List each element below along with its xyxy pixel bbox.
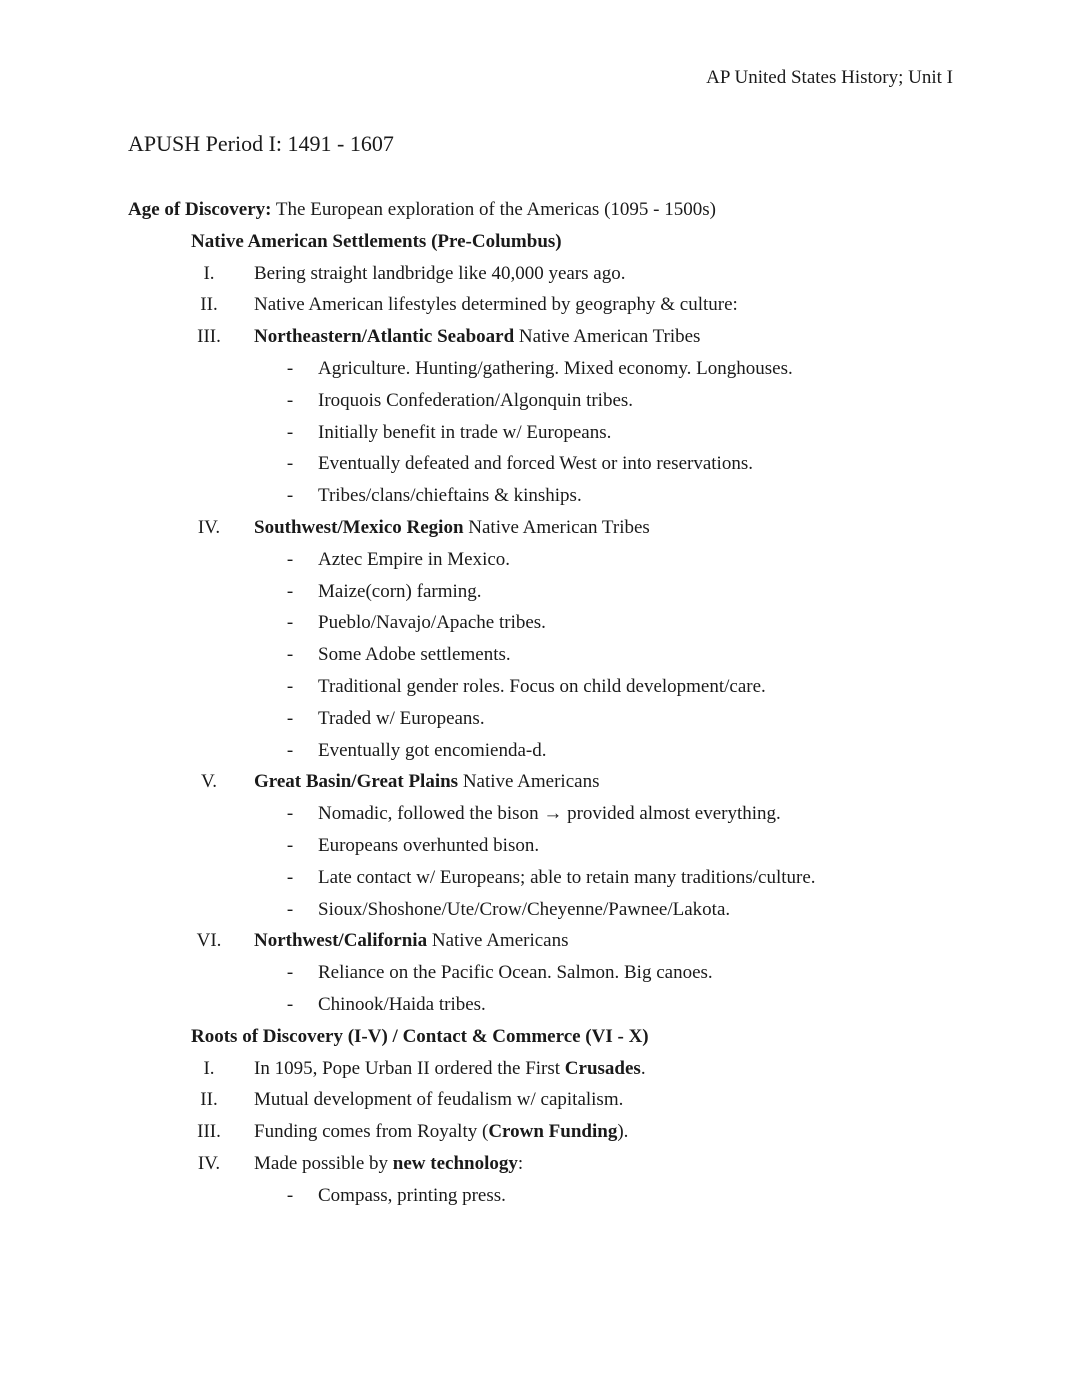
list-item xyxy=(128,321,958,353)
list-number: I. xyxy=(203,1057,215,1079)
bullet-item xyxy=(128,544,958,576)
list-item xyxy=(128,766,958,798)
notes-body xyxy=(128,194,958,1212)
bullet-item xyxy=(128,576,958,608)
list-number: V. xyxy=(200,771,218,793)
list-text xyxy=(254,1148,523,1180)
list-text xyxy=(254,925,569,957)
dash-bullet: - xyxy=(286,357,294,379)
bullet-text: Eventually got encomienda-d. xyxy=(318,739,547,761)
dash-bullet: - xyxy=(286,421,294,443)
bullet-item xyxy=(128,671,958,703)
bullet-item xyxy=(128,894,958,926)
dash-bullet: - xyxy=(286,993,294,1015)
bullet-item xyxy=(128,735,958,767)
bullet-item xyxy=(128,957,958,989)
key-term: Crown Funding xyxy=(488,1121,618,1143)
region-suffix: Native Americans xyxy=(427,930,569,952)
dash-bullet: - xyxy=(286,707,294,729)
region-suffix: Native American Tribes xyxy=(514,326,701,348)
list-text: Mutual development of feudalism w/ capitalism. xyxy=(254,1089,624,1111)
subsection-heading-native xyxy=(128,226,958,258)
section-heading-line xyxy=(128,194,958,226)
dash-bullet: - xyxy=(286,644,294,666)
dash-bullet: - xyxy=(286,803,294,825)
text-segment: : xyxy=(517,1152,524,1174)
bullet-text: Reliance on the Pacific Ocean. Salmon. Big canoes. xyxy=(318,962,713,984)
dash-bullet: - xyxy=(286,453,294,475)
list-number: IV. xyxy=(197,516,221,538)
text-segment: ). xyxy=(617,1121,629,1143)
list-number: I. xyxy=(203,262,215,284)
bullet-text: Maize(corn) farming. xyxy=(318,580,482,602)
bullet-text: Traded w/ Europeans. xyxy=(318,707,485,729)
dash-bullet: - xyxy=(286,834,294,856)
dash-bullet: - xyxy=(286,898,294,920)
bullet-item xyxy=(128,385,958,417)
bullet-item xyxy=(128,862,958,894)
bullet-text: Nomadic, followed the bison → provided almost everything. xyxy=(318,803,781,825)
dash-bullet: - xyxy=(286,675,294,697)
subsection-heading-roots xyxy=(128,1021,958,1053)
dash-bullet: - xyxy=(286,739,294,761)
bullet-item xyxy=(128,417,958,449)
bullet-text: Some Adobe settlements. xyxy=(318,644,511,666)
text-segment: Made possible by xyxy=(254,1152,393,1174)
dash-bullet: - xyxy=(286,485,294,507)
list-number: II. xyxy=(200,294,218,316)
dash-bullet: - xyxy=(286,389,294,411)
bullet-text: Aztec Empire in Mexico. xyxy=(318,548,511,570)
bullet-item xyxy=(128,607,958,639)
list-text xyxy=(254,1053,646,1085)
list-number: VI. xyxy=(196,930,222,952)
bullet-text: Tribes/clans/chieftains & kinships. xyxy=(318,485,582,507)
bullet-text: Chinook/Haida tribes. xyxy=(318,993,486,1015)
text-segment: . xyxy=(640,1057,646,1079)
bullet-text: Initially benefit in trade w/ Europeans. xyxy=(318,421,612,443)
subsection-heading-text: Native American Settlements (Pre-Columbus) xyxy=(191,230,562,252)
bullet-text: Compass, printing press. xyxy=(318,1184,506,1206)
dash-bullet: - xyxy=(286,1184,294,1206)
bullet-text: Pueblo/Navajo/Apache tribes. xyxy=(318,612,546,634)
region-name: Northeastern/Atlantic Seaboard xyxy=(254,326,515,348)
document-title: APUSH Period I: 1491 - 1607 xyxy=(128,131,394,156)
list-text xyxy=(254,1116,628,1148)
subsection-heading-text: Roots of Discovery (I-V) / Contact & Commerce (VI - X) xyxy=(191,1025,649,1047)
list-item xyxy=(128,1084,958,1116)
running-header: AP United States History; Unit I xyxy=(706,67,953,88)
key-term: new technology xyxy=(392,1152,518,1174)
list-text xyxy=(254,766,599,798)
region-name: Northwest/California xyxy=(254,930,428,952)
key-term: Crusades xyxy=(564,1057,641,1079)
list-text: Native American lifestyles determined by geography & culture: xyxy=(254,294,738,316)
bullet-text: Iroquois Confederation/Algonquin tribes. xyxy=(318,389,634,411)
bullet-text: Sioux/Shoshone/Ute/Crow/Cheyenne/Pawnee/Lakota. xyxy=(318,898,731,920)
dash-bullet: - xyxy=(286,548,294,570)
dash-bullet: - xyxy=(286,962,294,984)
bullet-item xyxy=(128,480,958,512)
list-item xyxy=(128,1053,958,1085)
bullet-item xyxy=(128,353,958,385)
dash-bullet: - xyxy=(286,866,294,888)
dash-bullet: - xyxy=(286,580,294,602)
dash-bullet: - xyxy=(286,612,294,634)
list-item xyxy=(128,925,958,957)
bullet-item xyxy=(128,830,958,862)
bullet-item xyxy=(128,1180,958,1212)
section-heading: Age of Discovery: xyxy=(128,199,272,220)
region-name: Great Basin/Great Plains xyxy=(254,771,459,793)
section-heading-description: The European exploration of the Americas (1095 - 1500s) xyxy=(271,199,716,220)
list-item xyxy=(128,512,958,544)
list-number: III. xyxy=(197,326,221,348)
bullet-text: Late contact w/ Europeans; able to retain many traditions/culture. xyxy=(318,866,816,888)
text-segment: Funding comes from Royalty ( xyxy=(254,1121,489,1143)
list-item xyxy=(128,258,958,290)
list-number: II. xyxy=(200,1089,218,1111)
region-suffix: Native American Tribes xyxy=(463,516,650,538)
text-segment: In 1095, Pope Urban II ordered the First xyxy=(254,1057,565,1079)
list-number: IV. xyxy=(197,1152,221,1174)
bullet-item xyxy=(128,989,958,1021)
region-name: Southwest/Mexico Region xyxy=(254,516,464,538)
bullet-text: Eventually defeated and forced West or into reservations. xyxy=(318,453,753,475)
list-item xyxy=(128,1116,958,1148)
bullet-item xyxy=(128,448,958,480)
list-item xyxy=(128,289,958,321)
list-number: III. xyxy=(197,1121,221,1143)
bullet-text: Europeans overhunted bison. xyxy=(318,834,540,856)
list-text xyxy=(254,321,700,353)
bullet-item xyxy=(128,639,958,671)
bullet-item xyxy=(128,798,958,830)
bullet-text: Agriculture. Hunting/gathering. Mixed economy. Longhouses. xyxy=(318,357,793,379)
bullet-item xyxy=(128,703,958,735)
region-suffix: Native Americans xyxy=(458,771,600,793)
list-item xyxy=(128,1148,958,1180)
bullet-text: Traditional gender roles. Focus on child development/care. xyxy=(318,675,766,697)
list-text: Bering straight landbridge like 40,000 years ago. xyxy=(254,262,626,284)
list-text xyxy=(254,512,650,544)
